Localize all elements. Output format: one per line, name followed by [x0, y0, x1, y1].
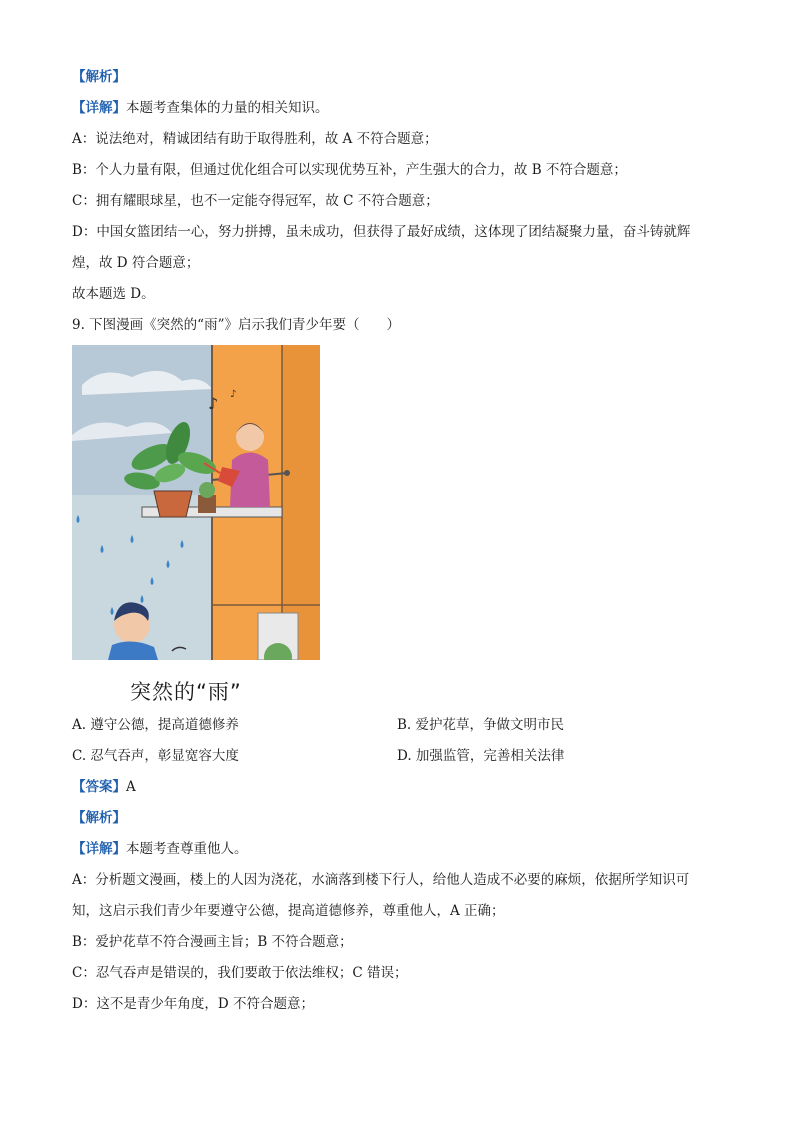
explanation-line: A：分析题文漫画，楼上的人因为浇花，水滴落到楼下行人，给他人造成不必要的麻烦，依据所学知识可 — [72, 872, 690, 888]
answer-value: A — [126, 779, 136, 795]
detail-tag: 【详解】 — [72, 100, 126, 116]
analysis-tag-2: 【解析】 — [72, 810, 126, 826]
answer-line — [72, 772, 722, 803]
answer-tag: 【答案】 — [72, 779, 126, 795]
detail-text-2: 本题考查尊重他人。 — [126, 841, 248, 857]
explanation-line: D：这不是青少年角度，D 不符合题意； — [72, 996, 314, 1012]
answer-options — [72, 710, 722, 772]
option-d: D. 加强监管，完善相关法律 — [397, 748, 565, 764]
question-stem: 9. 下图漫画《突然的“雨”》启示我们青少年要（ ） — [72, 317, 400, 333]
option-b: B. 爱护花草，争做文明市民 — [397, 717, 565, 733]
analysis-tag: 【解析】 — [72, 69, 126, 85]
explanation-line: A：说法绝对，精诚团结有助于取得胜利，故 A 不符合题意； — [72, 131, 438, 147]
conclusion-line: 故本题选 D。 — [72, 286, 155, 302]
image-caption: 突然的“雨” — [130, 680, 242, 704]
document-page — [72, 62, 722, 1020]
comic-illustration — [72, 345, 320, 660]
svg-text:♪: ♪ — [208, 394, 219, 413]
explanation-line: 知，这启示我们青少年要遵守公德，提高道德修养，尊重他人，A 正确； — [72, 903, 505, 919]
svg-text:♪: ♪ — [230, 389, 237, 400]
explanation-line: B：爱护花草不符合漫画主旨；B 不符合题意； — [72, 934, 353, 950]
option-a: A. 遵守公德，提高道德修养 — [72, 717, 239, 733]
option-c: C. 忍气吞声，彰显宽容大度 — [72, 748, 239, 764]
explanation-line: C：忍气吞声是错误的，我们要敢于依法维权；C 错误； — [72, 965, 408, 981]
explanation-line: B：个人力量有限，但通过优化组合可以实现优势互补，产生强大的合力，故 B 不符合题意； — [72, 162, 627, 178]
detail-paragraph-2 — [72, 834, 722, 865]
explanation-line: 煌，故 D 符合题意； — [72, 255, 200, 271]
detail-tag-2: 【详解】 — [72, 841, 126, 857]
detail-text: 本题考查集体的力量的相关知识。 — [126, 100, 329, 116]
explanation-line: C：拥有耀眼球星，也不一定能夺得冠军，故 C 不符合题意； — [72, 193, 439, 209]
detail-paragraph — [72, 93, 722, 124]
explanation-line: D：中国女篮团结一心，努力拼搏，虽未成功，但获得了最好成绩，这体现了团结凝聚力量，奋斗铸就辉 — [72, 224, 691, 240]
